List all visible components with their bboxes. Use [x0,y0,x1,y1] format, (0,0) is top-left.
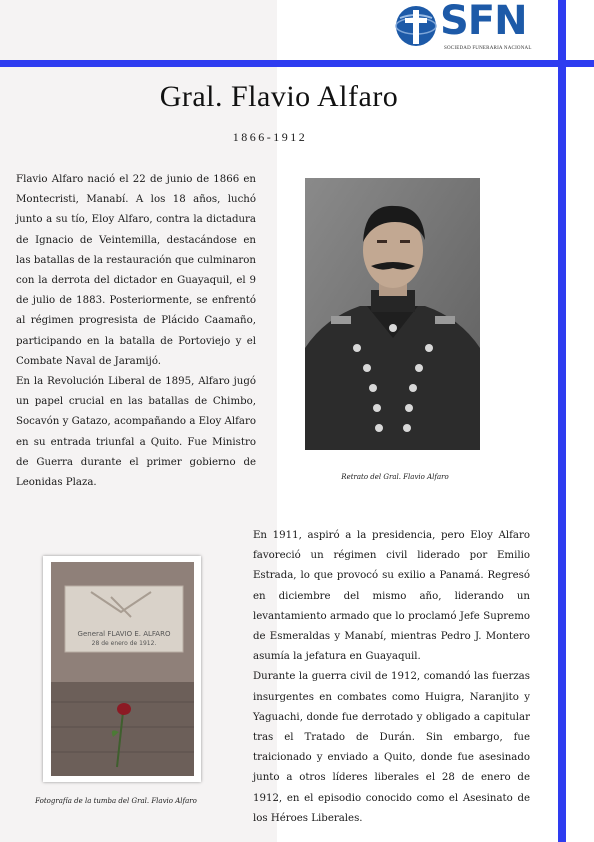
biography-right-column [253,526,530,829]
portrait-caption: Retrato del Gral. Flavio Alfaro [341,473,449,481]
portrait-illustration [305,178,480,450]
header-rule [0,60,594,67]
biography-paragraph: Durante la guerra civil de 1912, comandó las fuerzas insurgentes en combates como Huigra, Naranjito y Yaguachi, donde fue derrotado y obligado a capitular tras el Tratado de Durán. Sin embargo, fue traicionado y enviado a Quito, donde fue asesinado junto a otros líderes liberales el 28 de enero de 1912, en el episodio conocido como el Asesinato de los Héroes Liberales. [253,671,530,824]
logo-subtitle: SOCIEDAD FUNERARIA NACIONAL [444,46,532,51]
logo-name: SFN [440,0,527,44]
tomb-caption: Fotografía de la tumba del Gral. Flavio Alfaro [35,797,197,805]
tomb-photo [51,562,194,776]
page-title: Gral. Flavio Alfaro [159,80,399,113]
biography-paragraph: Flavio Alfaro nació el 22 de junio de 1866 en Montecristi, Manabí. A los 18 años, luchó junto a su tío, Eloy Alfaro, contra la dictadura de Ignacio de Veintemilla, destacándose en las batallas de la restauración que culminaron con la derrota del dictador en Guayaquil, el 9 de julio de 1883. Posteriormente, se enfrentó al régimen progresista de Plácido Caamaño, participando en la batalla de Portoviejo y el Combate Naval de Jaramijó. [16,174,256,367]
biography-paragraph: En 1911, aspiró a la presidencia, pero Eloy Alfaro favoreció un régimen civil liderado por Emilio Estrada, lo que provocó su exilio a Panamá. Regresó en diciembre del mismo año, liderando un levantamiento armado que lo proclamó Jefe Supremo de Esmeraldas y Manabí, mientras Pedro J. Montero asumía la jefatura en Guayaquil. [253,530,530,663]
side-rule [558,0,566,842]
globe-cross-icon [394,4,438,48]
tomb-illustration [51,562,194,776]
biography-left-column [16,170,256,493]
tomb-photo-frame [43,556,201,782]
sfn-logo[interactable] [394,2,544,54]
plaque-name: General FLAVIO E. ALFARO [77,630,171,638]
portrait-photo [305,178,480,450]
plaque-date: 28 de enero de 1912. [91,640,157,647]
life-dates: 1866-1912 [232,130,308,144]
biography-paragraph: En la Revolución Liberal de 1895, Alfaro jugó un papel crucial en las batallas de Chimbo, Socavón y Gatazo, acompañando a Eloy Alfaro en su entrada triunfal a Quito. Fue Ministro de Guerra durante el primer gobierno de Leonidas Plaza. [16,376,256,489]
